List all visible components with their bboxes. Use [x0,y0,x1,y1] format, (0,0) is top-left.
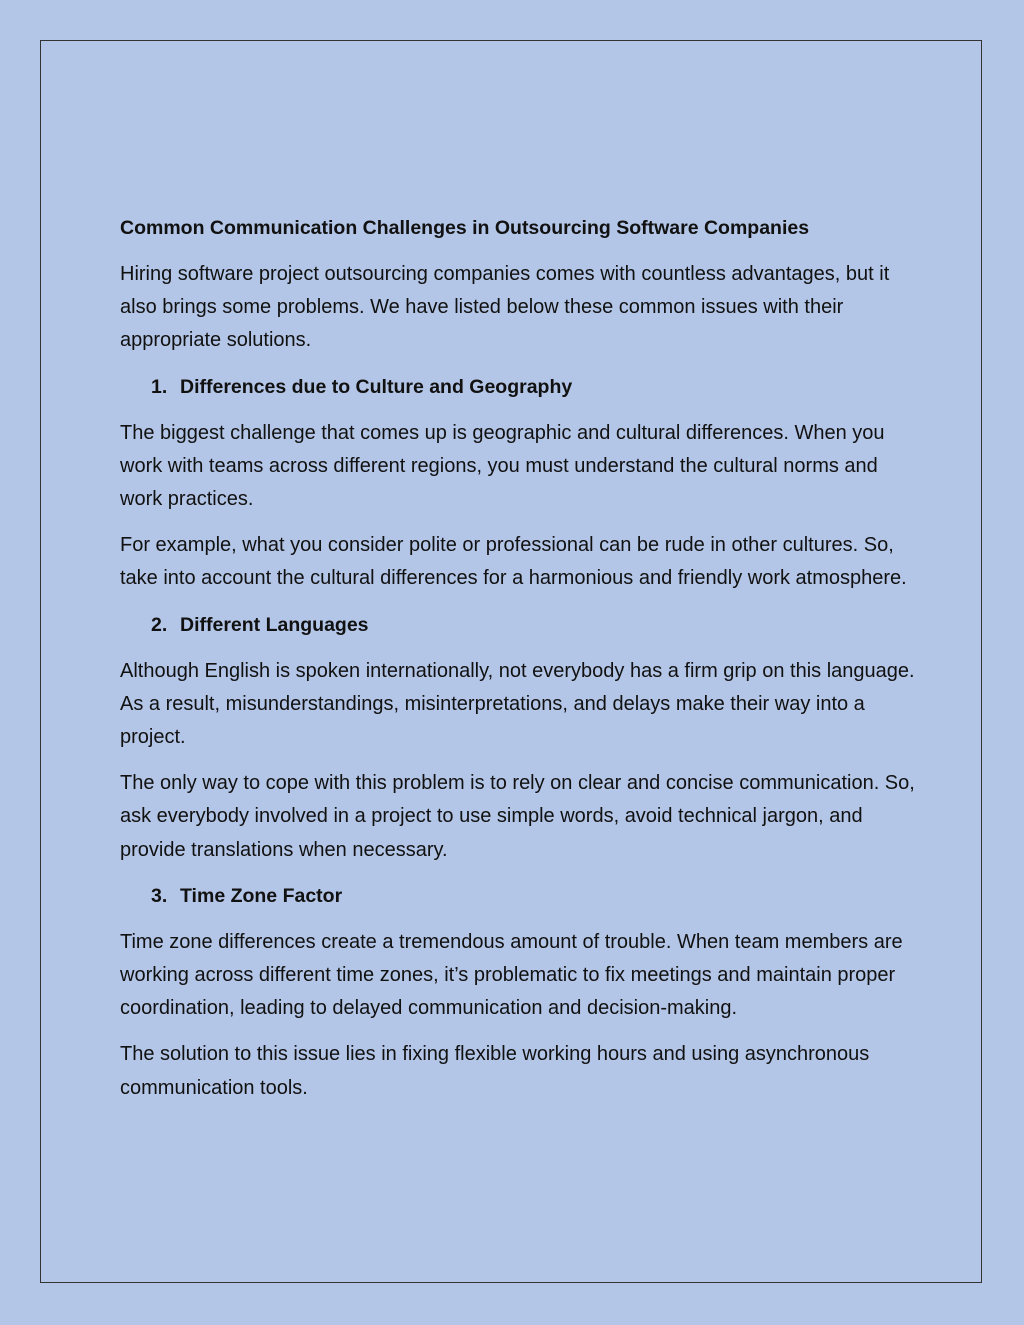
section-paragraph: Although English is spoken internationally, not everybody has a firm grip on this language. As a result, misunderstandings, misinterpretations, and delays make their way into a project. [120,659,915,749]
section-heading-languages [120,609,920,642]
section-paragraph: The solution to this issue lies in fixing flexible working hours and using asynchronous communication tools. [120,1043,870,1099]
section-number: 3. [151,884,168,907]
section-paragraph: For example, what you consider polite or professional can be rude in other cultures. So, take into account the cultural differences for a harmonious and friendly work atmosphere. [120,534,907,590]
document-title: Common Communication Challenges in Outsourcing Software Companies [120,217,810,239]
section-number: 2. [151,613,168,636]
section-heading-culture-geography [120,371,920,404]
section-heading-text: Differences due to Culture and Geography [180,375,573,398]
section-paragraph: Time zone differences create a tremendous amount of trouble. When team members are working across different time zones, it’s problematic to fix meetings and maintain proper coordination, leading to delayed communication and decision-making. [120,930,903,1020]
document-body [120,212,920,1118]
section-heading-text: Different Languages [180,613,369,636]
section-heading-time-zone [120,880,920,913]
section-heading-text: Time Zone Factor [180,884,343,907]
section-number: 1. [151,375,168,398]
intro-paragraph: Hiring software project outsourcing companies comes with countless advantages, but it also brings some problems. We have listed below these common issues with their appropriate solutions. [120,263,890,352]
section-paragraph: The biggest challenge that comes up is geographic and cultural differences. When you work with teams across different regions, you must understand the cultural norms and work practices. [120,421,885,511]
section-paragraph: The only way to cope with this problem is to rely on clear and concise communication. So, ask everybody involved in a project to use simple words, avoid technical jargon, and provide translations when necessary. [120,772,915,861]
